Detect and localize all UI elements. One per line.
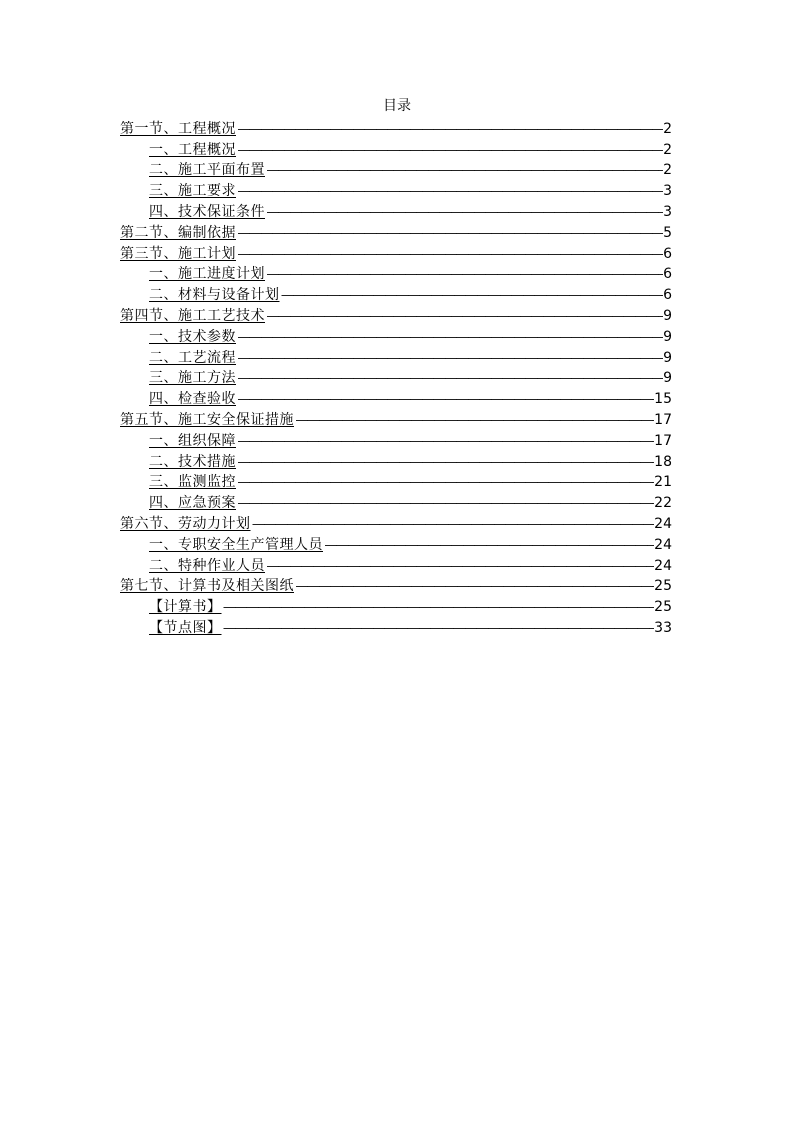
toc-entry-label: 二、工艺流程	[149, 349, 236, 366]
toc-page-number: 24	[654, 536, 672, 553]
toc-entry-label: 第七节、计算书及相关图纸	[120, 578, 294, 595]
toc-entry[interactable]	[120, 596, 672, 617]
toc-leader-line	[236, 389, 654, 409]
toc-entry[interactable]	[120, 534, 672, 555]
toc-entry-label: 一、施工进度计划	[149, 266, 265, 283]
toc-entry-label: 三、监测监控	[149, 474, 236, 491]
toc-entry-label: 第六节、劳动力计划	[120, 515, 251, 532]
toc-leader-line	[236, 431, 654, 451]
toc-entry[interactable]	[120, 222, 672, 243]
toc-leader-line	[222, 618, 655, 638]
toc-entry-label: 第二节、编制依据	[120, 224, 236, 241]
toc-entry-label: 【计算书】	[149, 599, 222, 616]
toc-entry[interactable]	[120, 388, 672, 409]
toc-entry[interactable]	[120, 492, 672, 513]
toc-leader-line	[294, 576, 654, 596]
toc-page-number: 2	[663, 120, 672, 137]
toc-page-number: 25	[654, 599, 672, 616]
toc-page-number: 17	[654, 411, 672, 428]
toc-entry[interactable]	[120, 264, 672, 285]
toc-leader-line	[236, 244, 663, 264]
toc-leader-line	[323, 535, 654, 555]
toc-entry-label: 三、施工要求	[149, 183, 236, 200]
toc-page-number: 3	[663, 203, 672, 220]
toc-entry[interactable]	[120, 243, 672, 264]
toc-page-number: 2	[663, 141, 672, 158]
toc-entry-label: 二、特种作业人员	[149, 557, 265, 574]
toc-list	[120, 118, 672, 638]
toc-entry-label: 一、专职安全生产管理人员	[149, 536, 323, 553]
toc-page-number: 15	[654, 391, 672, 408]
toc-entry-label: 一、组织保障	[149, 432, 236, 449]
toc-page-number: 17	[654, 432, 672, 449]
toc-leader-line	[236, 472, 654, 492]
toc-entry-label: 第四节、施工工艺技术	[120, 307, 265, 324]
toc-entry[interactable]	[120, 576, 672, 597]
toc-entry[interactable]	[120, 472, 672, 493]
toc-leader-line	[236, 327, 663, 347]
toc-leader-line	[280, 285, 664, 305]
toc-entry-label: 一、工程概况	[149, 141, 236, 158]
toc-page-number: 9	[663, 328, 672, 345]
toc-entry[interactable]	[120, 201, 672, 222]
toc-entry-label: 二、材料与设备计划	[149, 287, 280, 304]
toc-entry[interactable]	[120, 409, 672, 430]
toc-entry[interactable]	[120, 347, 672, 368]
toc-entry[interactable]	[120, 430, 672, 451]
toc-entry[interactable]	[120, 451, 672, 472]
toc-entry-label: 第三节、施工计划	[120, 245, 236, 262]
toc-leader-line	[265, 264, 663, 284]
toc-entry-label: 【节点图】	[149, 619, 222, 636]
toc-leader-line	[265, 556, 654, 576]
toc-entry[interactable]	[120, 284, 672, 305]
toc-leader-line	[236, 348, 663, 368]
toc-page-number: 6	[663, 245, 672, 262]
toc-page-number: 22	[654, 495, 672, 512]
toc-title: 目录	[383, 98, 411, 114]
toc-leader-line	[236, 223, 663, 243]
toc-entry-label: 二、技术措施	[149, 453, 236, 470]
toc-entry[interactable]	[120, 118, 672, 139]
toc-page-number: 18	[654, 453, 672, 470]
toc-leader-line	[236, 181, 663, 201]
toc-leader-line	[236, 368, 663, 388]
toc-entry-label: 四、应急预案	[149, 495, 236, 512]
toc-leader-line	[236, 140, 663, 160]
toc-entry[interactable]	[120, 513, 672, 534]
toc-page-number: 33	[654, 619, 672, 636]
toc-leader-line	[236, 452, 654, 472]
toc-leader-line	[265, 160, 663, 180]
toc-entry[interactable]	[120, 368, 672, 389]
toc-entry[interactable]	[120, 555, 672, 576]
toc-page-number: 6	[663, 266, 672, 283]
toc-page-number: 2	[663, 162, 672, 179]
toc-page-number: 24	[654, 515, 672, 532]
toc-entry[interactable]	[120, 326, 672, 347]
toc-page-number: 5	[663, 224, 672, 241]
toc-page-number: 6	[663, 287, 672, 304]
toc-leader-line	[222, 597, 655, 617]
toc-page-number: 25	[654, 578, 672, 595]
toc-entry-label: 四、技术保证条件	[149, 203, 265, 220]
toc-page-number: 9	[663, 307, 672, 324]
toc-leader-line	[236, 119, 663, 139]
toc-leader-line	[294, 410, 654, 430]
toc-entry[interactable]	[120, 305, 672, 326]
toc-entry-label: 第一节、工程概况	[120, 120, 236, 137]
toc-page-number: 24	[654, 557, 672, 574]
toc-entry[interactable]	[120, 160, 672, 181]
toc-page-number: 9	[663, 370, 672, 387]
toc-entry[interactable]	[120, 180, 672, 201]
toc-entry-label: 四、检查验收	[149, 391, 236, 408]
toc-page-number: 21	[654, 474, 672, 491]
toc-leader-line	[265, 202, 663, 222]
toc-entry[interactable]	[120, 139, 672, 160]
toc-entry-label: 一、技术参数	[149, 328, 236, 345]
toc-entry-label: 二、施工平面布置	[149, 162, 265, 179]
toc-leader-line	[251, 514, 655, 534]
toc-entry-label: 第五节、施工安全保证措施	[120, 411, 294, 428]
toc-page-number: 9	[663, 349, 672, 366]
toc-leader-line	[236, 493, 654, 513]
toc-leader-line	[265, 306, 663, 326]
toc-entry-label: 三、施工方法	[149, 370, 236, 387]
toc-page-number: 3	[663, 183, 672, 200]
toc-entry[interactable]	[120, 617, 672, 638]
